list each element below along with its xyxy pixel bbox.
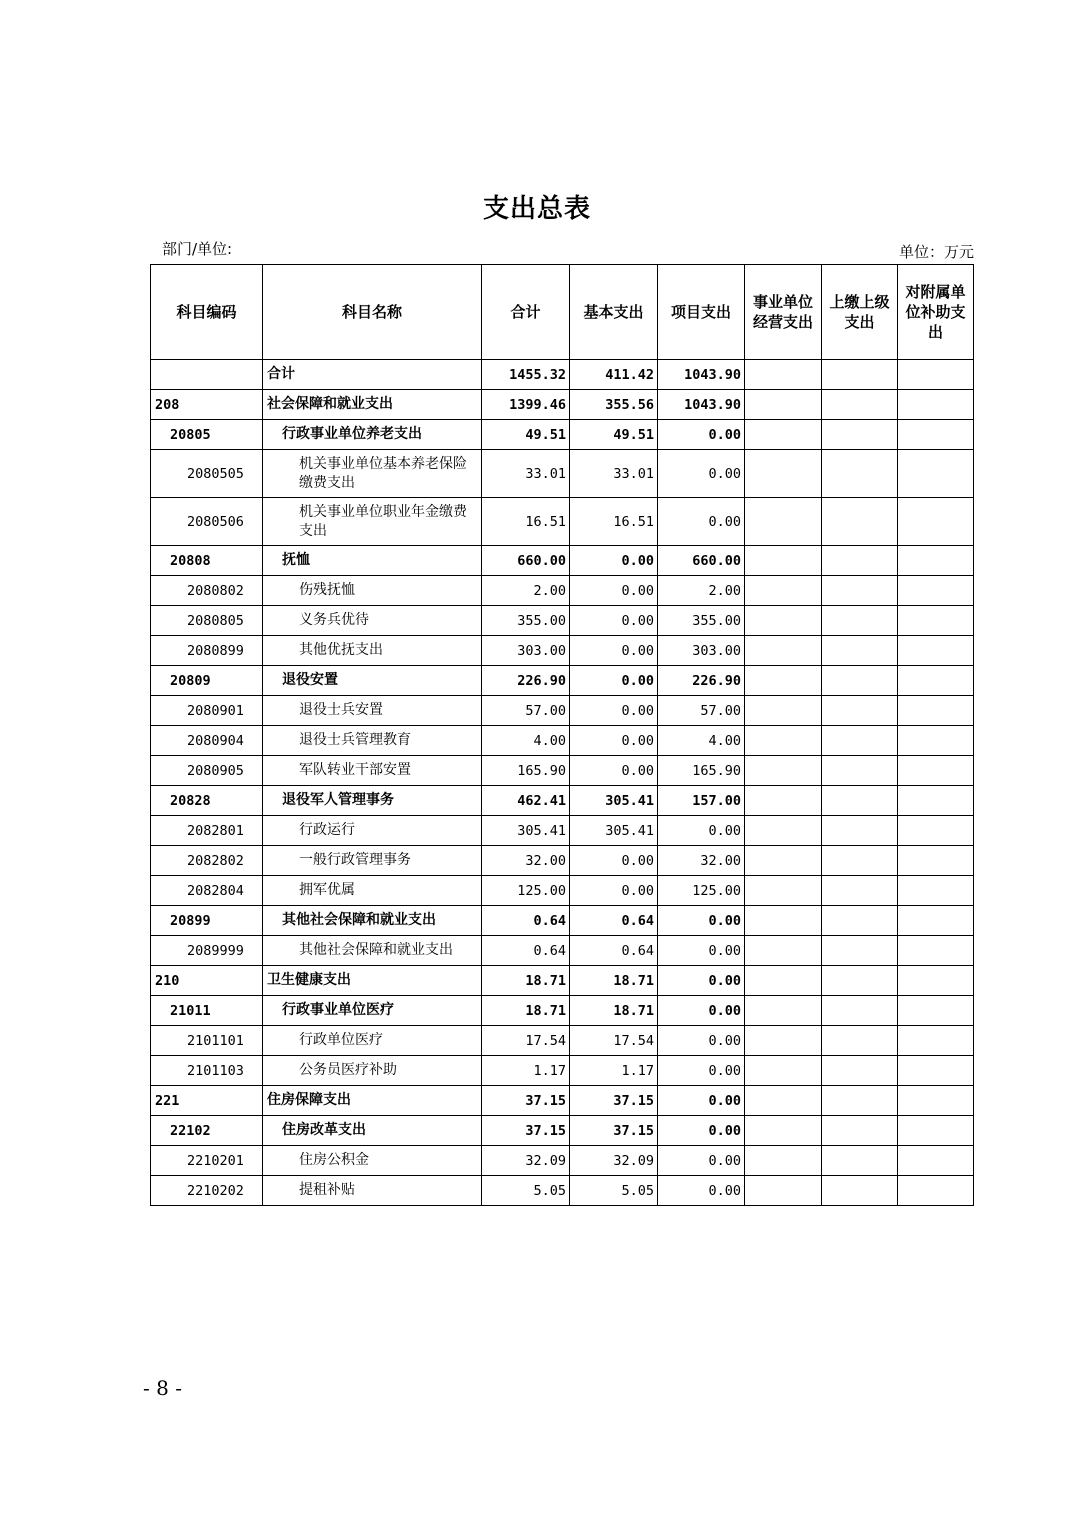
row-subsidy bbox=[898, 696, 974, 726]
row-project: 0.00 bbox=[658, 1086, 745, 1116]
table-row bbox=[151, 360, 974, 390]
row-total: 18.71 bbox=[482, 996, 570, 1026]
row-code: 2080899 bbox=[151, 636, 263, 666]
row-basic: 0.00 bbox=[570, 606, 658, 636]
row-name: 提租补贴 bbox=[263, 1176, 482, 1206]
row-subsidy bbox=[898, 450, 974, 498]
table-row bbox=[151, 726, 974, 756]
row-project: 0.00 bbox=[658, 816, 745, 846]
row-code: 2080901 bbox=[151, 696, 263, 726]
row-basic: 5.05 bbox=[570, 1176, 658, 1206]
row-business bbox=[745, 420, 822, 450]
row-code: 2210202 bbox=[151, 1176, 263, 1206]
row-total: 33.01 bbox=[482, 450, 570, 498]
table-row bbox=[151, 966, 974, 996]
row-subsidy bbox=[898, 636, 974, 666]
table-row bbox=[151, 546, 974, 576]
row-remit bbox=[822, 666, 898, 696]
row-remit bbox=[822, 936, 898, 966]
row-name: 机关事业单位基本养老保险缴费支出 bbox=[263, 450, 482, 498]
row-remit bbox=[822, 1056, 898, 1086]
row-remit bbox=[822, 876, 898, 906]
row-total: 1455.32 bbox=[482, 360, 570, 390]
row-name: 退役安置 bbox=[263, 666, 482, 696]
row-name: 合计 bbox=[263, 360, 482, 390]
header-remit: 上缴上级支出 bbox=[822, 265, 898, 360]
row-total: 16.51 bbox=[482, 498, 570, 546]
row-subsidy bbox=[898, 498, 974, 546]
row-business bbox=[745, 576, 822, 606]
row-name: 退役士兵管理教育 bbox=[263, 726, 482, 756]
row-basic: 0.64 bbox=[570, 906, 658, 936]
row-name: 其他优抚支出 bbox=[263, 636, 482, 666]
table-row bbox=[151, 936, 974, 966]
row-basic: 0.00 bbox=[570, 636, 658, 666]
row-basic: 18.71 bbox=[570, 966, 658, 996]
row-code: 2082802 bbox=[151, 846, 263, 876]
row-business bbox=[745, 816, 822, 846]
row-total: 165.90 bbox=[482, 756, 570, 786]
row-total: 37.15 bbox=[482, 1086, 570, 1116]
row-subsidy bbox=[898, 606, 974, 636]
row-remit bbox=[822, 1176, 898, 1206]
row-name: 行政事业单位养老支出 bbox=[263, 420, 482, 450]
table-row bbox=[151, 876, 974, 906]
row-remit bbox=[822, 906, 898, 936]
row-remit bbox=[822, 1116, 898, 1146]
row-project: 0.00 bbox=[658, 450, 745, 498]
row-basic: 0.64 bbox=[570, 936, 658, 966]
row-remit bbox=[822, 546, 898, 576]
table-row bbox=[151, 606, 974, 636]
row-project: 0.00 bbox=[658, 1056, 745, 1086]
expenditure-table bbox=[150, 264, 974, 1206]
row-project: 125.00 bbox=[658, 876, 745, 906]
row-subsidy bbox=[898, 1086, 974, 1116]
row-total: 125.00 bbox=[482, 876, 570, 906]
row-business bbox=[745, 498, 822, 546]
row-code: 22102 bbox=[151, 1116, 263, 1146]
row-subsidy bbox=[898, 876, 974, 906]
row-subsidy bbox=[898, 666, 974, 696]
row-basic: 0.00 bbox=[570, 726, 658, 756]
row-business bbox=[745, 996, 822, 1026]
row-code: 2101103 bbox=[151, 1056, 263, 1086]
row-name: 军队转业干部安置 bbox=[263, 756, 482, 786]
row-total: 0.64 bbox=[482, 906, 570, 936]
row-name: 住房保障支出 bbox=[263, 1086, 482, 1116]
table-row bbox=[151, 390, 974, 420]
row-business bbox=[745, 606, 822, 636]
row-subsidy bbox=[898, 390, 974, 420]
row-basic: 33.01 bbox=[570, 450, 658, 498]
row-name: 抚恤 bbox=[263, 546, 482, 576]
row-subsidy bbox=[898, 1146, 974, 1176]
row-code: 2210201 bbox=[151, 1146, 263, 1176]
row-code: 20809 bbox=[151, 666, 263, 696]
row-total: 1.17 bbox=[482, 1056, 570, 1086]
row-code: 2080506 bbox=[151, 498, 263, 546]
row-name: 机关事业单位职业年金缴费支出 bbox=[263, 498, 482, 546]
row-project: 1043.90 bbox=[658, 390, 745, 420]
row-basic: 1.17 bbox=[570, 1056, 658, 1086]
header-subsidy: 对附属单位补助支出 bbox=[898, 265, 974, 360]
row-subsidy bbox=[898, 420, 974, 450]
row-basic: 0.00 bbox=[570, 666, 658, 696]
row-total: 32.00 bbox=[482, 846, 570, 876]
row-name: 行政事业单位医疗 bbox=[263, 996, 482, 1026]
row-code: 2080805 bbox=[151, 606, 263, 636]
row-code: 21011 bbox=[151, 996, 263, 1026]
row-business bbox=[745, 546, 822, 576]
row-basic: 305.41 bbox=[570, 786, 658, 816]
row-subsidy bbox=[898, 1116, 974, 1146]
header-project: 项目支出 bbox=[658, 265, 745, 360]
row-total: 355.00 bbox=[482, 606, 570, 636]
row-subsidy bbox=[898, 816, 974, 846]
row-business bbox=[745, 636, 822, 666]
row-code: 2080505 bbox=[151, 450, 263, 498]
row-business bbox=[745, 1176, 822, 1206]
row-project: 0.00 bbox=[658, 498, 745, 546]
row-basic: 32.09 bbox=[570, 1146, 658, 1176]
row-subsidy bbox=[898, 996, 974, 1026]
row-remit bbox=[822, 1026, 898, 1056]
row-code: 20808 bbox=[151, 546, 263, 576]
row-subsidy bbox=[898, 576, 974, 606]
header-business: 事业单位经营支出 bbox=[745, 265, 822, 360]
row-total: 660.00 bbox=[482, 546, 570, 576]
row-business bbox=[745, 390, 822, 420]
row-subsidy bbox=[898, 846, 974, 876]
row-project: 0.00 bbox=[658, 966, 745, 996]
row-project: 32.00 bbox=[658, 846, 745, 876]
row-business bbox=[745, 666, 822, 696]
row-remit bbox=[822, 786, 898, 816]
row-basic: 355.56 bbox=[570, 390, 658, 420]
table-row bbox=[151, 1086, 974, 1116]
table-row bbox=[151, 696, 974, 726]
row-subsidy bbox=[898, 936, 974, 966]
row-name: 行政运行 bbox=[263, 816, 482, 846]
row-total: 305.41 bbox=[482, 816, 570, 846]
row-name: 住房公积金 bbox=[263, 1146, 482, 1176]
row-subsidy bbox=[898, 966, 974, 996]
header-basic: 基本支出 bbox=[570, 265, 658, 360]
row-code: 210 bbox=[151, 966, 263, 996]
row-basic: 49.51 bbox=[570, 420, 658, 450]
row-remit bbox=[822, 390, 898, 420]
row-total: 303.00 bbox=[482, 636, 570, 666]
row-project: 0.00 bbox=[658, 1026, 745, 1056]
row-subsidy bbox=[898, 726, 974, 756]
row-subsidy bbox=[898, 1056, 974, 1086]
row-code: 2080802 bbox=[151, 576, 263, 606]
row-total: 17.54 bbox=[482, 1026, 570, 1056]
row-project: 660.00 bbox=[658, 546, 745, 576]
row-name: 其他社会保障和就业支出 bbox=[263, 936, 482, 966]
row-project: 355.00 bbox=[658, 606, 745, 636]
row-remit bbox=[822, 756, 898, 786]
row-business bbox=[745, 966, 822, 996]
row-business bbox=[745, 726, 822, 756]
row-basic: 0.00 bbox=[570, 876, 658, 906]
row-project: 0.00 bbox=[658, 1146, 745, 1176]
table-row bbox=[151, 498, 974, 546]
table-row bbox=[151, 1026, 974, 1056]
row-name: 退役军人管理事务 bbox=[263, 786, 482, 816]
table-row bbox=[151, 666, 974, 696]
row-business bbox=[745, 1146, 822, 1176]
row-remit bbox=[822, 996, 898, 1026]
table-row bbox=[151, 756, 974, 786]
table-row bbox=[151, 636, 974, 666]
row-basic: 0.00 bbox=[570, 756, 658, 786]
row-name: 住房改革支出 bbox=[263, 1116, 482, 1146]
row-remit bbox=[822, 450, 898, 498]
table-row bbox=[151, 420, 974, 450]
row-project: 226.90 bbox=[658, 666, 745, 696]
row-name: 社会保障和就业支出 bbox=[263, 390, 482, 420]
row-subsidy bbox=[898, 1176, 974, 1206]
row-code: 2101101 bbox=[151, 1026, 263, 1056]
table-row bbox=[151, 846, 974, 876]
page-title: 支出总表 bbox=[482, 194, 591, 224]
row-project: 0.00 bbox=[658, 996, 745, 1026]
row-total: 1399.46 bbox=[482, 390, 570, 420]
table-row bbox=[151, 1056, 974, 1086]
row-subsidy bbox=[898, 756, 974, 786]
row-name: 义务兵优待 bbox=[263, 606, 482, 636]
row-total: 32.09 bbox=[482, 1146, 570, 1176]
row-project: 57.00 bbox=[658, 696, 745, 726]
row-code: 2082801 bbox=[151, 816, 263, 846]
row-total: 18.71 bbox=[482, 966, 570, 996]
row-basic: 37.15 bbox=[570, 1116, 658, 1146]
row-basic: 0.00 bbox=[570, 696, 658, 726]
row-project: 1043.90 bbox=[658, 360, 745, 390]
row-basic: 37.15 bbox=[570, 1086, 658, 1116]
table-row bbox=[151, 996, 974, 1026]
row-business bbox=[745, 786, 822, 816]
row-basic: 411.42 bbox=[570, 360, 658, 390]
row-total: 49.51 bbox=[482, 420, 570, 450]
header-name: 科目名称 bbox=[263, 265, 482, 360]
row-business bbox=[745, 1026, 822, 1056]
row-remit bbox=[822, 696, 898, 726]
header-total: 合计 bbox=[482, 265, 570, 360]
row-code bbox=[151, 360, 263, 390]
row-code: 20899 bbox=[151, 906, 263, 936]
row-basic: 0.00 bbox=[570, 846, 658, 876]
row-name: 卫生健康支出 bbox=[263, 966, 482, 996]
row-remit bbox=[822, 420, 898, 450]
row-project: 2.00 bbox=[658, 576, 745, 606]
page-number: - 8 - bbox=[143, 1376, 182, 1400]
table-row bbox=[151, 786, 974, 816]
row-remit bbox=[822, 498, 898, 546]
row-subsidy bbox=[898, 360, 974, 390]
row-total: 57.00 bbox=[482, 696, 570, 726]
unit-label: 单位：万元 bbox=[898, 243, 974, 261]
row-total: 37.15 bbox=[482, 1116, 570, 1146]
row-subsidy bbox=[898, 906, 974, 936]
row-business bbox=[745, 936, 822, 966]
row-remit bbox=[822, 1086, 898, 1116]
row-code: 208 bbox=[151, 390, 263, 420]
row-remit bbox=[822, 576, 898, 606]
row-business bbox=[745, 906, 822, 936]
row-name: 行政单位医疗 bbox=[263, 1026, 482, 1056]
row-remit bbox=[822, 636, 898, 666]
row-project: 165.90 bbox=[658, 756, 745, 786]
row-basic: 0.00 bbox=[570, 546, 658, 576]
row-code: 2080905 bbox=[151, 756, 263, 786]
row-subsidy bbox=[898, 1026, 974, 1056]
row-project: 0.00 bbox=[658, 1176, 745, 1206]
row-total: 4.00 bbox=[482, 726, 570, 756]
row-code: 2080904 bbox=[151, 726, 263, 756]
row-remit bbox=[822, 846, 898, 876]
row-total: 5.05 bbox=[482, 1176, 570, 1206]
row-basic: 18.71 bbox=[570, 996, 658, 1026]
row-basic: 0.00 bbox=[570, 576, 658, 606]
table-header-row bbox=[151, 265, 974, 360]
row-project: 157.00 bbox=[658, 786, 745, 816]
row-project: 0.00 bbox=[658, 936, 745, 966]
row-business bbox=[745, 876, 822, 906]
row-project: 4.00 bbox=[658, 726, 745, 756]
table-row bbox=[151, 1146, 974, 1176]
row-code: 221 bbox=[151, 1086, 263, 1116]
row-name: 拥军优属 bbox=[263, 876, 482, 906]
row-basic: 17.54 bbox=[570, 1026, 658, 1056]
row-basic: 305.41 bbox=[570, 816, 658, 846]
table-row bbox=[151, 450, 974, 498]
row-project: 0.00 bbox=[658, 420, 745, 450]
row-project: 303.00 bbox=[658, 636, 745, 666]
row-subsidy bbox=[898, 786, 974, 816]
row-remit bbox=[822, 1146, 898, 1176]
row-project: 0.00 bbox=[658, 1116, 745, 1146]
row-business bbox=[745, 1056, 822, 1086]
row-remit bbox=[822, 360, 898, 390]
row-total: 462.41 bbox=[482, 786, 570, 816]
table-row bbox=[151, 1116, 974, 1146]
row-remit bbox=[822, 606, 898, 636]
header-code: 科目编码 bbox=[151, 265, 263, 360]
row-remit bbox=[822, 966, 898, 996]
row-code: 20805 bbox=[151, 420, 263, 450]
row-business bbox=[745, 696, 822, 726]
department-label: 部门/单位: bbox=[162, 240, 233, 258]
row-total: 0.64 bbox=[482, 936, 570, 966]
row-project: 0.00 bbox=[658, 906, 745, 936]
table-row bbox=[151, 1176, 974, 1206]
row-business bbox=[745, 450, 822, 498]
row-business bbox=[745, 1086, 822, 1116]
row-code: 2089999 bbox=[151, 936, 263, 966]
table-row bbox=[151, 816, 974, 846]
row-remit bbox=[822, 816, 898, 846]
table-row bbox=[151, 576, 974, 606]
row-code: 20828 bbox=[151, 786, 263, 816]
row-name: 公务员医疗补助 bbox=[263, 1056, 482, 1086]
row-remit bbox=[822, 726, 898, 756]
row-business bbox=[745, 1116, 822, 1146]
row-name: 其他社会保障和就业支出 bbox=[263, 906, 482, 936]
row-code: 2082804 bbox=[151, 876, 263, 906]
table-row bbox=[151, 906, 974, 936]
row-name: 退役士兵安置 bbox=[263, 696, 482, 726]
row-subsidy bbox=[898, 546, 974, 576]
row-business bbox=[745, 846, 822, 876]
row-name: 伤残抚恤 bbox=[263, 576, 482, 606]
row-business bbox=[745, 756, 822, 786]
row-basic: 16.51 bbox=[570, 498, 658, 546]
row-total: 226.90 bbox=[482, 666, 570, 696]
row-business bbox=[745, 360, 822, 390]
row-name: 一般行政管理事务 bbox=[263, 846, 482, 876]
row-total: 2.00 bbox=[482, 576, 570, 606]
